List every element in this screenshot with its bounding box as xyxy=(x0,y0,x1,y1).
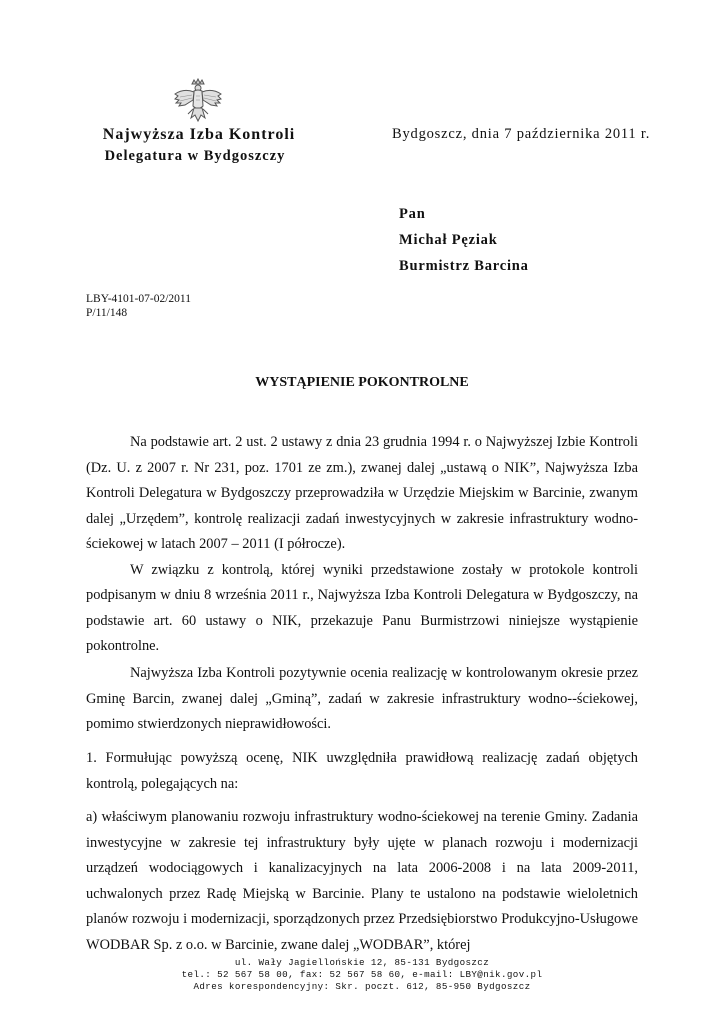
addressee-salutation: Pan xyxy=(399,206,426,222)
footer-postal: Adres korespondencyjny: Skr. poczt. 612, 85-950 Bydgoszcz xyxy=(193,981,531,992)
paragraph-point-a xyxy=(86,805,638,958)
place-date: Bydgoszcz, dnia 7 października 2011 r. xyxy=(392,126,651,142)
footer-address: ul. Wały Jagiellońskie 12, 85-131 Bydgoszcz xyxy=(234,957,490,968)
polish-eagle-emblem-icon xyxy=(172,78,224,126)
paragraph-2: W związku z kontrolą, której wyniki przedstawione zostały w protokole kontroli podpisanym w dniu 8 września 2011 r., Najwyższa Izba Kontroli Delegatura w Bydgoszczy, na podstawie art. 60 ustawy o NIK, przekazuje Panu Burmistrzowi niniejsze wystąpienie pokontrolne. xyxy=(86,561,638,654)
paragraph-4: 1. Formułując powyższą ocenę, NIK uwzględniła prawidłową realizację zadań objętych kontrolą, polegających na: xyxy=(86,750,638,792)
paragraph-1: Na podstawie art. 2 ust. 2 ustawy z dnia 23 grudnia 1994 r. o Najwyższej Izbie Kontroli (Dz. U. z 2007 r. Nr 231, poz. 1701 ze zm.), zwanej dalej „ustawą o NIK”, Najwyższa Izba Kontroli Delegatura w Bydgoszczy przeprowadziła w Urzędzie Miejskim w Barcinie, zwanym dalej „Urzędem”, kontrolę realizacji zadań inwestycyjnych w zakresie infrastruktury wodno-ściekowej w latach 2007 – 2011 (I półrocze). xyxy=(86,434,638,552)
paragraph-intro xyxy=(86,430,638,660)
paragraph-5: a) właściwym planowaniu rozwoju infrastruktury wodno-ściekowej na terenie Gminy. Zadania inwestycyjne w zakresie tej infrastruktury były ujęte w planach rozwoju i modernizacji urządzeń wodociągowych i kanalizacyjnych na lata 2006-2008 i na lata 2009-2011, uchwalonych przez Radę Miejską w Barcinie. Plany te ustalono na podstawie wieloletnich planów rozwoju i modernizacji, sporządzonych przez Przedsiębiorstwo Produkcyjno-Usługowe WODBAR Sp. z o.o. w Barcinie, zwane dalej „WODBAR”, której xyxy=(86,809,638,953)
paragraph-point-1 xyxy=(86,746,638,797)
document-title: WYSTĄPIENIE POKONTROLNE xyxy=(255,375,469,390)
paragraph-3: Najwyższa Izba Kontroli pozytywnie ocenia realizację w kontrolowanym okresie przez Gminę Barcin, zwanej dalej „Gminą”, zadań w zakresie infrastruktury wodno--ściekowej, pomimo stwierdzonych nieprawidłowości. xyxy=(86,665,638,732)
organization-name: Najwyższa Izba Kontroli xyxy=(102,126,296,143)
file-number: P/11/148 xyxy=(86,307,128,319)
footer-contact: tel.: 52 567 58 00, fax: 52 567 58 60, e-mail: LBY@nik.gov.pl xyxy=(181,969,543,980)
addressee-name: Michał Pęziak xyxy=(399,232,498,248)
paragraph-assessment xyxy=(86,661,638,738)
case-number: LBY-4101-07-02/2011 xyxy=(86,293,191,305)
addressee-position: Burmistrz Barcina xyxy=(399,258,529,274)
organization-subunit: Delegatura w Bydgoszczy xyxy=(104,148,286,164)
